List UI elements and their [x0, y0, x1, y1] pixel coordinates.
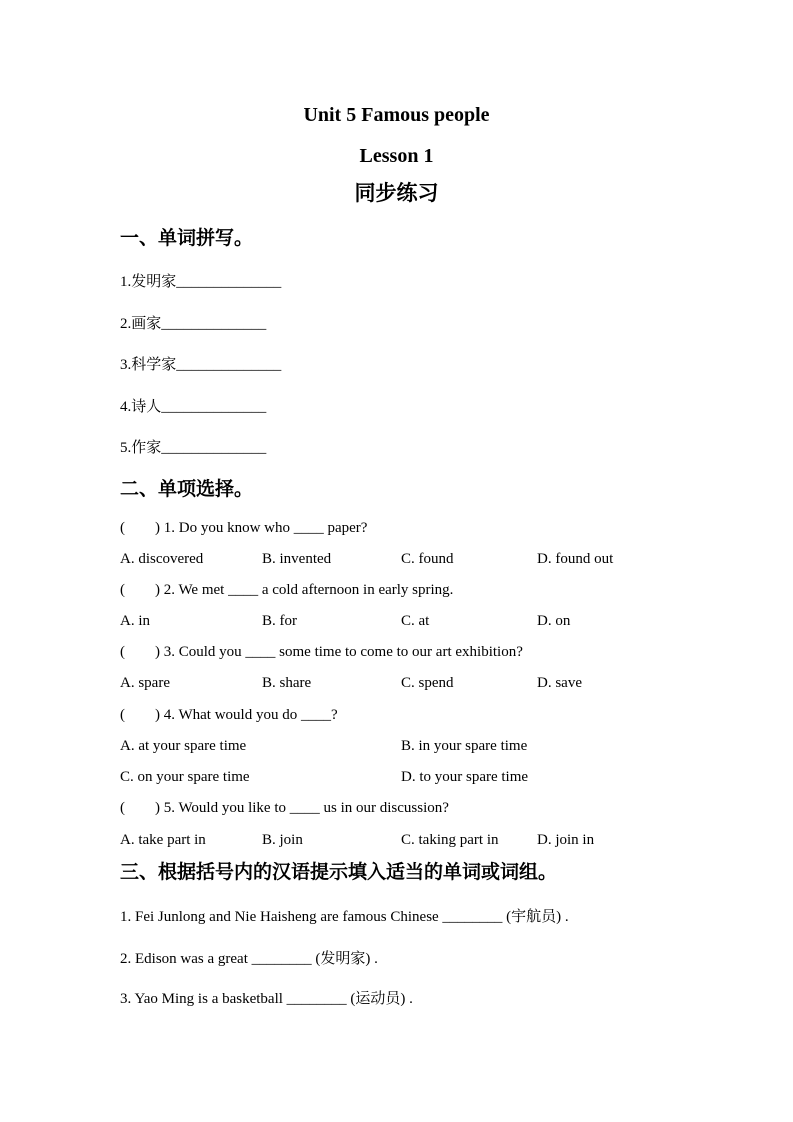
option-c: C. on your spare time	[120, 769, 250, 785]
option-c: C. found	[401, 551, 454, 567]
options-row	[120, 672, 680, 694]
option-b: B. invented	[262, 551, 332, 567]
option-d: D. to your spare time	[401, 769, 529, 785]
option-d: D. save	[537, 675, 582, 691]
fill-blank-sentence: 3. Yao Ming is a basketball ________ (运动员) .	[120, 991, 413, 1007]
option-d: D. join in	[537, 832, 595, 848]
question-text: ( ) 5. Would you like to ____ us in our discussion?	[120, 800, 449, 816]
section-2-heading: 二、单项选择。	[120, 479, 254, 500]
option-c: C. spend	[401, 675, 454, 691]
option-b: B. share	[262, 675, 312, 691]
option-a: A. discovered	[120, 551, 204, 567]
options-row	[120, 548, 680, 570]
word-blank-item: 4.诗人______________	[120, 399, 267, 415]
option-c: C. at	[401, 613, 430, 629]
options-row	[120, 829, 680, 851]
question-text: ( ) 1. Do you know who ____ paper?	[120, 520, 368, 536]
question-text: ( ) 3. Could you ____ some time to come to our art exhibition?	[120, 644, 523, 660]
option-b: B. in your spare time	[401, 738, 528, 754]
word-blank-item: 3.科学家______________	[120, 357, 282, 373]
word-blank-item: 1.发明家______________	[120, 274, 282, 290]
option-b: B. join	[262, 832, 303, 848]
fill-blank-sentence: 1. Fei Junlong and Nie Haisheng are famous Chinese ________ (宇航员) .	[120, 909, 569, 925]
page-title: Unit 5 Famous people	[303, 104, 490, 126]
option-d: D. on	[537, 613, 571, 629]
word-blank-item: 2.画家______________	[120, 316, 267, 332]
options-row	[120, 766, 680, 788]
option-a: A. take part in	[120, 832, 206, 848]
page-subtitle: 同步练习	[354, 182, 439, 205]
options-row	[120, 735, 680, 757]
word-blank-item: 5.作家______________	[120, 440, 267, 456]
lesson-title: Lesson 1	[359, 145, 434, 167]
options-row	[120, 610, 680, 632]
option-a: A. at your spare time	[120, 738, 247, 754]
option-b: B. for	[262, 613, 297, 629]
option-a: A. spare	[120, 675, 170, 691]
question-text: ( ) 2. We met ____ a cold afternoon in early spring.	[120, 582, 454, 598]
section-1-heading: 一、单词拼写。	[120, 228, 254, 249]
option-d: D. found out	[537, 551, 614, 567]
section-3-heading: 三、根据括号内的汉语提示填入适当的单词或词组。	[120, 862, 558, 883]
fill-blank-sentence: 2. Edison was a great ________ (发明家) .	[120, 951, 378, 967]
question-text: ( ) 4. What would you do ____?	[120, 707, 338, 723]
option-a: A. in	[120, 613, 150, 629]
option-c: C. taking part in	[401, 832, 499, 848]
